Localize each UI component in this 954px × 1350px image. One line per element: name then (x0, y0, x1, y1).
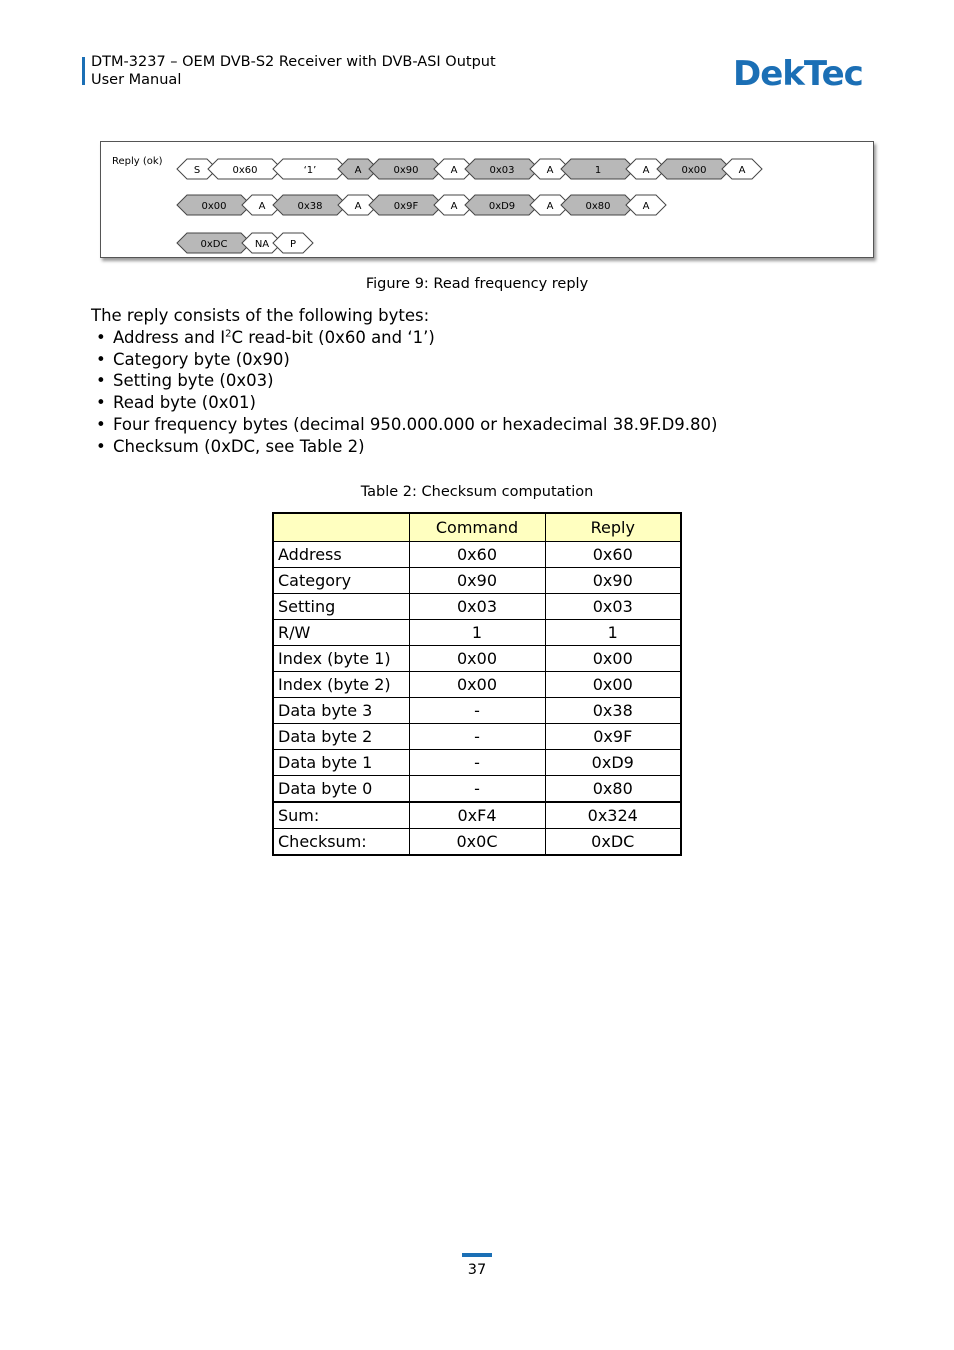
table-cell: 0xDC (545, 829, 681, 856)
table-cell: 1 (545, 620, 681, 646)
table-cell: 0x0C (409, 829, 545, 856)
checksum-table (272, 512, 682, 856)
table-cell: 0x80 (545, 776, 681, 803)
list-item-text: Address and I (113, 327, 226, 347)
table-cell: Data byte 2 (273, 724, 409, 750)
table-row (273, 802, 681, 829)
table-cell: 0x324 (545, 802, 681, 829)
table-cell: 0x00 (409, 646, 545, 672)
footer-accent-bar (462, 1253, 492, 1257)
header-accent-bar (82, 57, 85, 85)
diagram-cell-label: A (738, 165, 746, 176)
table-cell: - (409, 724, 545, 750)
table-cell: Address (273, 542, 409, 568)
table-row (273, 542, 681, 568)
timing-diagram (101, 142, 873, 257)
table-row (273, 750, 681, 776)
list-item-text: Checksum (0xDC, see Table 2) (113, 436, 365, 456)
document-title: DTM-3237 – OEM DVB-S2 Receiver with DVB-ASI Output (91, 54, 496, 70)
table-header-cell: Command (409, 513, 545, 542)
diagram-cell-label: 0x00 (201, 201, 227, 212)
table-cell: Sum: (273, 802, 409, 829)
list-item (91, 436, 717, 458)
diagram-cell-label: P (289, 239, 297, 250)
table-row (273, 776, 681, 803)
table-cell: 0x90 (409, 568, 545, 594)
list-item (91, 327, 717, 349)
table-cell: 0x9F (545, 724, 681, 750)
document-subtitle: User Manual (91, 72, 182, 88)
list-item-text: Setting byte (0x03) (113, 371, 274, 391)
diagram-cell-label: 0xD9 (488, 201, 516, 212)
table-cell: 0xF4 (409, 802, 545, 829)
list-item (91, 392, 717, 414)
diagram-cell-label: 0x38 (297, 201, 323, 212)
table-cell: 0x60 (545, 542, 681, 568)
diagram-cell-label: A (450, 165, 458, 176)
table-caption: Table 2: Checksum computation (360, 484, 594, 500)
superscript: 2 (225, 328, 232, 340)
diagram-cell-label: A (642, 201, 650, 212)
table-cell: 0x03 (545, 594, 681, 620)
table-row (273, 594, 681, 620)
list-item (91, 349, 717, 371)
table-cell: - (409, 698, 545, 724)
list-item (91, 370, 717, 392)
body-text (91, 305, 717, 458)
table-cell: 0x00 (545, 672, 681, 698)
diagram-cell-label: A (354, 165, 362, 176)
document-header (91, 53, 496, 89)
table-row (273, 646, 681, 672)
table-row (273, 829, 681, 856)
table-row (273, 672, 681, 698)
table-cell: 0x38 (545, 698, 681, 724)
diagram-cell-label: A (546, 201, 554, 212)
figure-label: Reply (ok) (112, 156, 163, 167)
page-number: 37 (467, 1262, 487, 1278)
diagram-cell-label: A (258, 201, 266, 212)
table-cell: 0x00 (409, 672, 545, 698)
figure-caption: Figure 9: Read frequency reply (365, 276, 589, 292)
table-cell: Setting (273, 594, 409, 620)
table-cell: 0x03 (409, 594, 545, 620)
logo-text: DekTec (733, 54, 863, 90)
table-row (273, 568, 681, 594)
diagram-cell-label: A (354, 201, 362, 212)
list-item-text: Read byte (0x01) (113, 393, 256, 413)
diagram-cell-label: 0x9F (393, 201, 419, 212)
table-cell: 0x90 (545, 568, 681, 594)
table-row (273, 698, 681, 724)
table-header-row (273, 513, 681, 542)
figure-read-frequency-reply (100, 141, 874, 258)
table-cell: - (409, 776, 545, 803)
table-cell: Data byte 0 (273, 776, 409, 803)
table-cell: 1 (409, 620, 545, 646)
byte-list (91, 327, 717, 458)
list-item-text: Four frequency bytes (decimal 950.000.000 or hexadecimal 38.9F.D9.80) (113, 414, 718, 434)
list-item-text: C read-bit (0x60 and ‘1’) (231, 327, 435, 347)
table-cell: - (409, 750, 545, 776)
table-cell: Data byte 1 (273, 750, 409, 776)
table-cell: Index (byte 1) (273, 646, 409, 672)
diagram-cell-label: 0x90 (393, 165, 419, 176)
diagram-cell-label: 0x80 (585, 201, 611, 212)
diagram-cell-label: S (193, 165, 201, 176)
table-cell: R/W (273, 620, 409, 646)
intro-paragraph: The reply consists of the following bytes: (91, 306, 430, 325)
diagram-cell-label: 0x60 (232, 165, 258, 176)
diagram-cell-label: 0x00 (681, 165, 707, 176)
list-item-text: Category byte (0x90) (113, 349, 290, 369)
table-header-cell: Reply (545, 513, 681, 542)
table-header-cell (273, 513, 409, 542)
diagram-cell-label: NA (254, 239, 270, 250)
table-cell: Checksum: (273, 829, 409, 856)
list-item (91, 414, 717, 436)
diagram-cell-label: A (642, 165, 650, 176)
table-row (273, 620, 681, 646)
diagram-cell-label: 0x03 (489, 165, 515, 176)
table-cell: Category (273, 568, 409, 594)
table-row (273, 724, 681, 750)
diagram-cell-label: ‘1’ (303, 165, 317, 176)
table-cell: Data byte 3 (273, 698, 409, 724)
table-cell: 0x60 (409, 542, 545, 568)
dektec-logo (733, 54, 865, 94)
table-cell: 0xD9 (545, 750, 681, 776)
diagram-cell-label: 0xDC (200, 239, 228, 250)
table-cell: 0x00 (545, 646, 681, 672)
diagram-cell-label: A (450, 201, 458, 212)
diagram-cell-label: 1 (594, 165, 602, 176)
diagram-cell-label: A (546, 165, 554, 176)
table-cell: Index (byte 2) (273, 672, 409, 698)
